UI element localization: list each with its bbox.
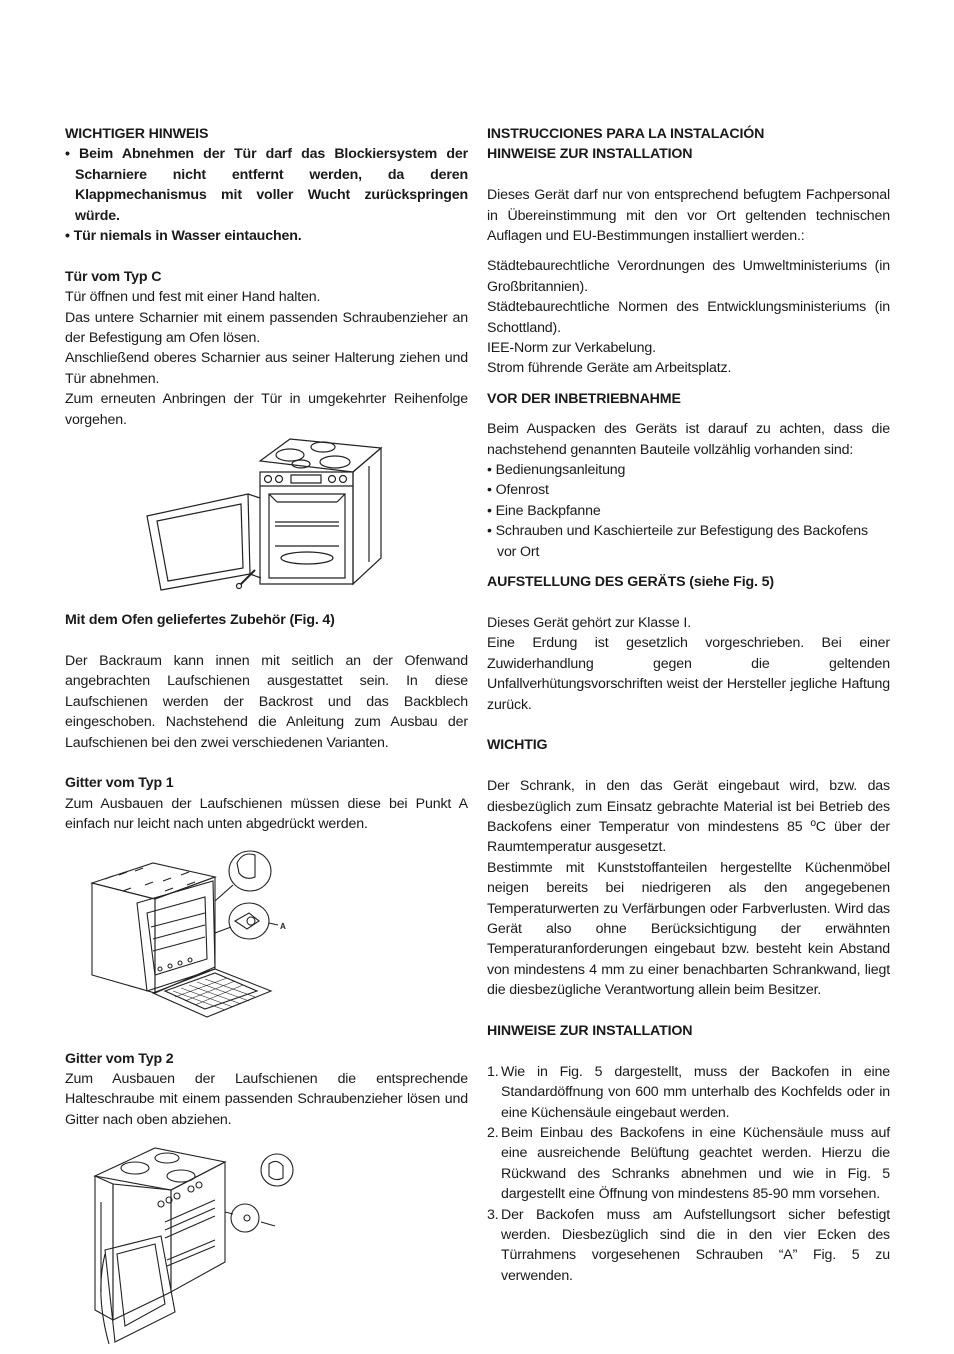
install-step: 1. Wie in Fig. 5 dargestellt, muss der Backofen in eine Standardöffnung von 600 mm unterhalb des Kochfelds oder in eine Küchensäule eingebaut werden. (487, 1063, 890, 1121)
grid-type1-figure (65, 841, 468, 1039)
install-intro: Dieses Gerät darf nur von entsprechend befugtem Fachpersonal in Übereinstimmung mit den vor Ort geltenden technischen Auflagen und EU-Bestimmungen installiert werden.: (487, 187, 890, 245)
door-c-para-1: Tür öffnen und fest mit einer Hand halten. (65, 289, 321, 306)
grid2-heading: Gitter vom Typ 2 (65, 1050, 174, 1067)
regulation-3: IEE-Norm zur Verkabelung. (487, 340, 656, 357)
part-item-2: • Ofenrost (487, 482, 549, 499)
part-item-3: • Eine Backpfanne (487, 502, 601, 519)
placement-text-1: Dieses Gerät gehört zur Klasse I. (487, 614, 692, 631)
important-heading: WICHTIGER HINWEIS (65, 126, 209, 142)
install-step: 2. Beim Einbau des Backofens in eine Küchensäule muss auf eine ausreichende Belüftung geachtet werden. Hierzu die Rückwand des Schranks abnehmen und wie in Fig. 5 dargestellt eine Öffnung von mindestens 85-90 mm vorsehen. (487, 1125, 890, 1203)
grid-type2-figure (65, 1142, 468, 1350)
door-c-para-4: Zum erneuten Anbringen der Tür in umgekehrter Reihenfolge vorgehen. (65, 391, 468, 428)
part-item-4: • Schrauben und Kaschierteile zur Befestigung des Backofens vor Ort (487, 523, 868, 560)
oven-door-figure (65, 434, 468, 600)
right-column (487, 124, 890, 1286)
grid2-text: Zum Ausbauen der Laufschienen die entsprechende Halteschraube mit einem passenden Schraubenzieher lösen und Gitter nach oben abziehen. (65, 1070, 468, 1128)
install-steps-list (487, 1062, 890, 1286)
grid1-text: Zum Ausbauen der Laufschienen müssen diese bei Punkt A einfach nur leicht nach unten abgedrückt werden. (65, 795, 468, 833)
grid1-heading: Gitter vom Typ 1 (65, 775, 174, 792)
install-notes-heading: HINWEISE ZUR INSTALLATION (487, 1022, 693, 1039)
before-use-text: Beim Auspacken des Geräts ist darauf zu achten, dass die nachstehend genannten Bauteile vollzählig vorhanden sind: (487, 421, 890, 458)
regulation-1: Städtebaurechtliche Verordnungen des Umweltministeriums (in Großbritannien). (487, 258, 890, 295)
door-c-heading: Tür vom Typ C (65, 268, 162, 285)
important-bullet-1: • Beim Abnehmen der Tür darf das Blockiersystem der Scharniere nicht entfernt werden, da deren Klappmechanismus mit voller Wucht zurückspringen würde. (65, 146, 468, 224)
important-text-1: Der Schrank, in den das Gerät eingebaut wird, bzw. das diesbezüglich zum Einsatz gebrachte Material ist bei Betrieb des Backofens einer Temperatur von mindestens 85 ºC über der Raumtemperatur ausgesetzt. (487, 778, 890, 856)
important-heading-right: WICHTIG (487, 737, 548, 754)
install-step: 3. Der Backofen muss am Aufstellungsort sicher befestigt werden. Diesbezüglich sind die in den vier Ecken des Türrahmens vorgesehenen Schrauben “A” Fig. 5 zu verwenden. (487, 1206, 890, 1284)
placement-text-2: Eine Erdung ist gesetzlich vorgeschrieben. Bei einer Zuwiderhandlung gegen die geltenden Unfallverhütungsvorschriften weist der Hersteller jegliche Haftung zurück. (487, 635, 890, 713)
accessories-text: Der Backraum kann innen mit seitlich an der Ofenwand angebrachten Laufschienen ausgestattet sein. In diese Laufschienen werden der Backrost und das Backblech eingeschoben. Nachstehend die Anleitung zum Ausbau der Laufschienen bei den zwei verschiedenen Varianten. (65, 652, 468, 751)
important-text-2: Bestimmte mit Kunststoffanteilen hergestellte Küchenmöbel neigen bereits bei niedrigeren als den angegebenen Temperaturwerten zu Verfärbungen oder Farbverlusten. Wird das Gerät also ohne Berücksichtigung der erwähnten Temperaturanforderungen eingebaut bzw. besteht kein Abstand von mindestens 4 mm zu einer benachbarten Schrankwand, liegt die diesbezügliche Verantwortung allein beim Besitzer. (487, 859, 890, 999)
install-heading-de: HINWEISE ZUR INSTALLATION (487, 146, 693, 163)
install-heading-es: INSTRUCCIONES PARA LA INSTALACIÓN (487, 126, 765, 142)
placement-heading: AUFSTELLUNG DES GERÄTS (siehe Fig. 5) (487, 574, 774, 591)
regulation-2: Städtebaurechtliche Normen des Entwicklungsministeriums (in Schottland). (487, 299, 890, 336)
regulation-4: Strom führende Geräte am Arbeitsplatz. (487, 360, 732, 377)
part-item-1: • Bedienungsanleitung (487, 462, 626, 479)
left-column (65, 124, 468, 1350)
door-c-para-3: Anschließend oberes Scharnier aus seiner Halterung ziehen und Tür abnehmen. (65, 350, 468, 387)
before-use-heading: VOR DER INBETRIEBNAHME (487, 390, 681, 407)
important-bullet-2: • Tür niemals in Wasser eintauchen. (65, 228, 302, 245)
door-c-para-2: Das untere Scharnier mit einem passenden Schraubenzieher an der Befestigung am Ofen lösen. (65, 309, 468, 347)
accessories-heading: Mit dem Ofen geliefertes Zubehör (Fig. 4) (65, 612, 335, 629)
fig-grid1-label-a: A (280, 921, 286, 931)
